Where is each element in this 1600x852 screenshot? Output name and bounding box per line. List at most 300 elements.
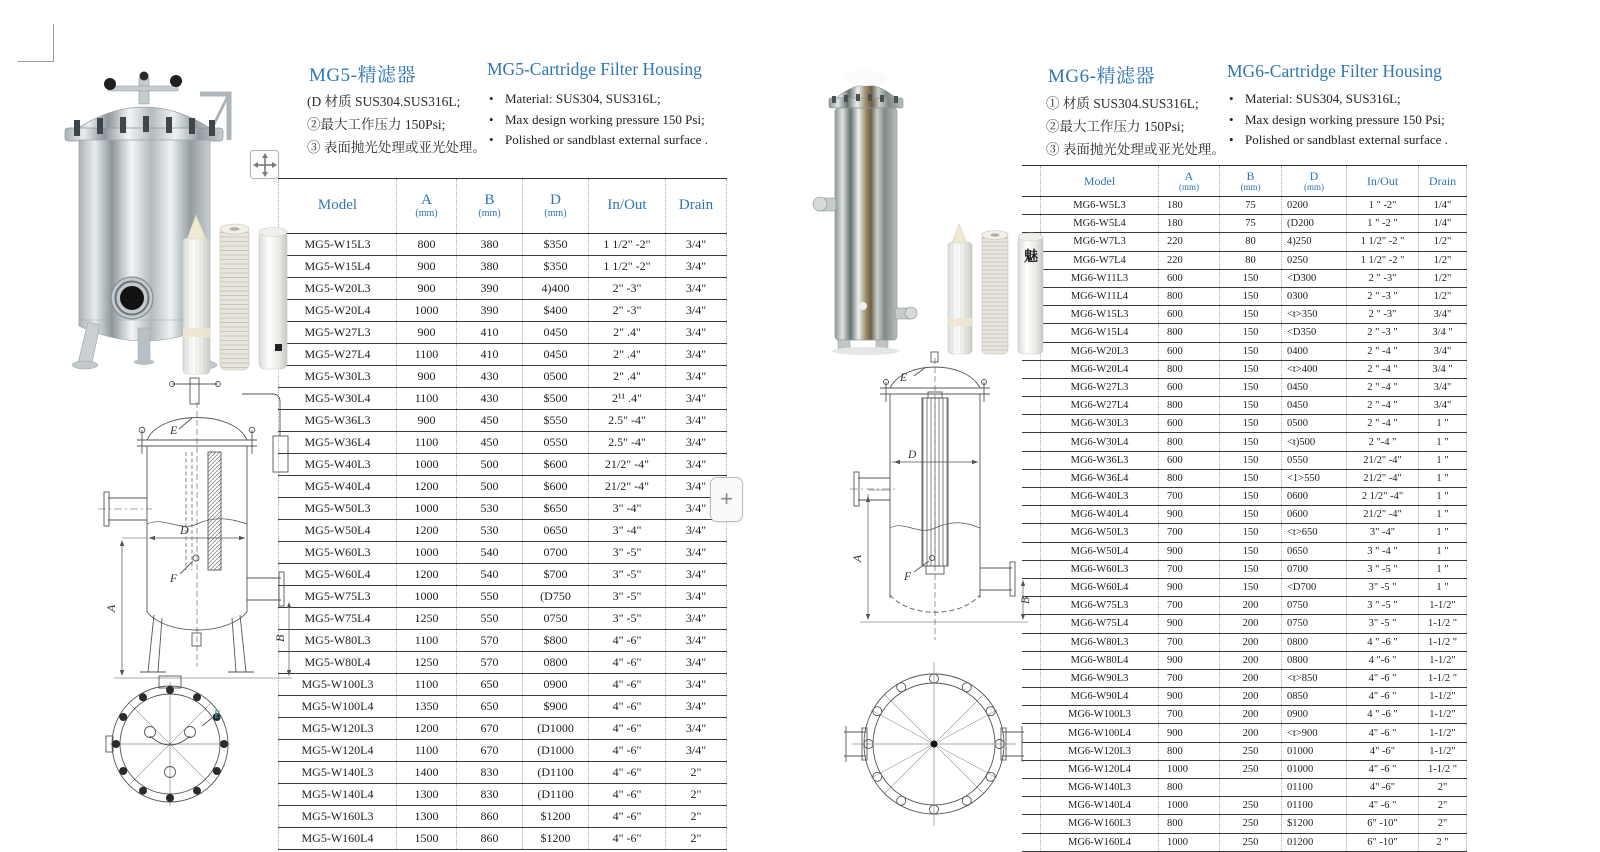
column-header: D (mm) — [1282, 166, 1347, 197]
cell: (D1000 — [523, 740, 589, 762]
cell: 4)250 — [1282, 233, 1347, 251]
cell: 01100 — [1282, 797, 1347, 815]
cell: 3/4" — [666, 278, 727, 300]
cell: 6" -10" — [1347, 815, 1419, 833]
cell: 150 — [1220, 451, 1282, 469]
note-line: ① 材质 SUS304.SUS316L; — [1046, 96, 1199, 111]
cell: MG5-W160L3 — [279, 806, 397, 828]
cell: 1/2" — [1419, 251, 1467, 269]
cell: $700 — [523, 564, 589, 586]
cell: 1-1/2 " — [1419, 633, 1467, 651]
bullet-line: • Polished or sandblast external surface . — [489, 130, 708, 151]
cell: <t>350 — [1282, 306, 1347, 324]
bullet-line: • Material: SUS304, SUS316L; — [489, 89, 708, 110]
cell: 540 — [457, 542, 523, 564]
table-row — [1022, 779, 1467, 797]
cell: 1300 — [397, 784, 457, 806]
bullet-icon: • — [1229, 91, 1234, 106]
cell: MG5-W27L3 — [279, 322, 397, 344]
cell: MG5-W80L3 — [279, 630, 397, 652]
cell: MG6-W15L3 — [1041, 306, 1159, 324]
cell: 1300 — [397, 806, 457, 828]
cell: MG5-W120L4 — [279, 740, 397, 762]
mg5-spec-table — [278, 178, 727, 850]
cell: 21/2" -4" — [1347, 451, 1419, 469]
cell: 700 — [1159, 524, 1220, 542]
cell: 1200 — [397, 520, 457, 542]
table-row — [279, 388, 727, 410]
cell: <t>900 — [1282, 724, 1347, 742]
table-row — [279, 498, 727, 520]
cell: 700 — [1159, 706, 1220, 724]
cell: 900 — [397, 366, 457, 388]
cell: 500 — [457, 454, 523, 476]
cell: 3/4" — [666, 432, 727, 454]
cell: 570 — [457, 630, 523, 652]
cell: 150 — [1220, 433, 1282, 451]
text-boundary-corner-mark — [18, 24, 54, 62]
cell: 250 — [1220, 833, 1282, 851]
cell: MG5-W60L4 — [279, 564, 397, 586]
table-row — [1022, 360, 1467, 378]
column-header: In/Out — [1347, 166, 1419, 197]
cell: 4" -6 " — [1347, 724, 1419, 742]
cell: MG5-W20L3 — [279, 278, 397, 300]
cell: 2 " -4 " — [1347, 397, 1419, 415]
cell: 150 — [1220, 415, 1282, 433]
cell: 150 — [1220, 506, 1282, 524]
cell: 01200 — [1282, 833, 1347, 851]
filter-cartridges-photo — [180, 208, 290, 388]
cell: 700 — [1159, 560, 1220, 578]
bullet-line: • Material: SUS304, SUS316L; — [1229, 89, 1448, 110]
cell: MG6-W80L3 — [1041, 633, 1159, 651]
cell: 0800 — [1282, 633, 1347, 651]
table-row — [279, 806, 727, 828]
cell: 900 — [397, 322, 457, 344]
table-row — [1022, 633, 1467, 651]
cell: 430 — [457, 366, 523, 388]
cell: 200 — [1220, 651, 1282, 669]
cell: 1000 — [397, 300, 457, 322]
cell: 650 — [457, 696, 523, 718]
cell: 700 — [1159, 669, 1220, 687]
cell: 900 — [397, 410, 457, 432]
cell: 450 — [457, 410, 523, 432]
mg6-technical-drawing-side — [842, 350, 1032, 655]
cell: $900 — [523, 696, 589, 718]
cell: 0500 — [523, 366, 589, 388]
cell: 150 — [1220, 324, 1282, 342]
table-row — [1022, 251, 1467, 269]
cell: 1 1/2" -2" — [589, 256, 666, 278]
cell: $400 — [523, 300, 589, 322]
mg6-notes — [1046, 92, 1225, 161]
cell: 0400 — [1282, 342, 1347, 360]
cell: 1000 — [397, 586, 457, 608]
cell: 3/4" — [666, 652, 727, 674]
cell: 900 — [397, 256, 457, 278]
mg6-title-cn: MG6-精滤器 — [1048, 66, 1155, 87]
cell: 4" -6" — [589, 630, 666, 652]
table-row — [1022, 651, 1467, 669]
cell: 4" -6 " — [1347, 688, 1419, 706]
cell: MG5-W30L3 — [279, 366, 397, 388]
anchor-square-marker — [275, 344, 282, 351]
cell: 530 — [457, 520, 523, 542]
cell: 0750 — [1282, 615, 1347, 633]
cell: MG5-W40L3 — [279, 454, 397, 476]
cell: 0250 — [1282, 251, 1347, 269]
cell: 2 " — [1419, 833, 1467, 851]
table-row — [279, 718, 727, 740]
cell: MG6-W11L4 — [1041, 287, 1159, 305]
dimension-label-d: D — [908, 449, 917, 461]
cell: 2 " -3" — [1347, 269, 1419, 287]
cell: 3/4" — [1419, 397, 1467, 415]
cell: MG5-W160L4 — [279, 828, 397, 850]
cell: 01000 — [1282, 742, 1347, 760]
note-line: ②最大工作压力 150Psi; — [1046, 119, 1185, 134]
cell: 3/4" — [666, 234, 727, 256]
cell: 700 — [1159, 633, 1220, 651]
dimension-label-d: D — [180, 523, 189, 537]
cell: 1 " -2 " — [1347, 215, 1419, 233]
cell: 2 " -4 " — [1347, 360, 1419, 378]
cell: 21/2" -4" — [589, 454, 666, 476]
cell: 2.5" -4" — [589, 432, 666, 454]
cell: 3" -4" — [589, 520, 666, 542]
cell: 540 — [457, 564, 523, 586]
cell: 900 — [1159, 651, 1220, 669]
cell: 0750 — [523, 608, 589, 630]
cell: 600 — [1159, 451, 1220, 469]
cell: 1100 — [397, 674, 457, 696]
cell: MG6-W160L4 — [1041, 833, 1159, 851]
column-header: A (mm) — [1159, 166, 1220, 197]
table-row — [1022, 597, 1467, 615]
cell: 2" — [666, 762, 727, 784]
cell: 1100 — [397, 740, 457, 762]
header-row — [279, 179, 727, 234]
cell: (D200 — [1282, 215, 1347, 233]
cell: MG6-W7L4 — [1041, 251, 1159, 269]
cell: 3 " -5 " — [1347, 597, 1419, 615]
mg5-technical-drawing-top — [106, 676, 238, 808]
cell: 1-1/2" — [1419, 688, 1467, 706]
cell: 800 — [1159, 324, 1220, 342]
cell: 900 — [1159, 615, 1220, 633]
bullet-icon: • — [1229, 132, 1234, 147]
cell: 0800 — [1282, 651, 1347, 669]
cell: 1200 — [397, 564, 457, 586]
cell: <t>650 — [1282, 524, 1347, 542]
table-row — [1022, 197, 1467, 215]
cell: 1250 — [397, 652, 457, 674]
insert-plus-button[interactable]: + — [710, 477, 743, 522]
cell: MG5-W40L4 — [279, 476, 397, 498]
cell: 800 — [397, 234, 457, 256]
cell: 4" -6 " — [1347, 669, 1419, 687]
column-header: Model — [279, 179, 397, 234]
cell: 3/4" — [666, 542, 727, 564]
table-row — [1022, 233, 1467, 251]
cell: 1200 — [397, 718, 457, 740]
cell: 200 — [1220, 615, 1282, 633]
cell: 1100 — [397, 344, 457, 366]
cell: 220 — [1159, 251, 1220, 269]
cell: 1-1/2" — [1419, 724, 1467, 742]
cell: 250 — [1220, 815, 1282, 833]
cell: 1500 — [397, 828, 457, 850]
cell: MG5-W100L4 — [279, 696, 397, 718]
cell: <D300 — [1282, 269, 1347, 287]
cell: 4" -6" — [589, 828, 666, 850]
cell: 2 " -4 " — [1347, 378, 1419, 396]
cell: 75 — [1220, 215, 1282, 233]
table-row — [1022, 451, 1467, 469]
cell: $1200 — [523, 806, 589, 828]
cell: (D750 — [523, 586, 589, 608]
cell: 1-1/2" — [1419, 706, 1467, 724]
cell: 2 " -3 " — [1347, 324, 1419, 342]
cell: 0900 — [523, 674, 589, 696]
cell: 2" .4" — [589, 322, 666, 344]
table-row — [1022, 815, 1467, 833]
cell: 1/2" — [1419, 287, 1467, 305]
cell: MG6-W30L4 — [1041, 433, 1159, 451]
cell: 01000 — [1282, 760, 1347, 778]
cell: 550 — [457, 586, 523, 608]
table-row — [1022, 306, 1467, 324]
cell: 0450 — [523, 322, 589, 344]
note-line: ③ 表面抛光处理或亚光处理。 — [1046, 142, 1225, 157]
cell: MG5-W15L3 — [279, 234, 397, 256]
cell: 21/2" -4" — [1347, 506, 1419, 524]
mg5-bullets — [489, 89, 708, 151]
cell: 4" -6" — [589, 806, 666, 828]
cell: 3/4" — [666, 630, 727, 652]
dimension-label-a: A — [852, 554, 864, 562]
cell: <D350 — [1282, 324, 1347, 342]
mg5-title-en: MG5-Cartridge Filter Housing — [487, 59, 702, 79]
column-header: B (mm) — [457, 179, 523, 234]
table-row — [279, 652, 727, 674]
table-row — [1022, 488, 1467, 506]
cell: <t>400 — [1282, 360, 1347, 378]
column-header: A (mm) — [397, 179, 457, 234]
cell: 1 1/2" -2" — [589, 234, 666, 256]
cell: (D1000 — [523, 718, 589, 740]
cell: 1000 — [397, 498, 457, 520]
cell: 600 — [1159, 342, 1220, 360]
cell: 150 — [1220, 269, 1282, 287]
cell: 3/4" — [666, 520, 727, 542]
dimension-label-e: E — [170, 423, 178, 437]
table-row — [1022, 742, 1467, 760]
cell: 75 — [1220, 197, 1282, 215]
cell: <1>550 — [1282, 469, 1347, 487]
cell: 3/4" — [1419, 342, 1467, 360]
cell: 4)400 — [523, 278, 589, 300]
cell: MG6-W50L3 — [1041, 524, 1159, 542]
cell: 1000 — [397, 454, 457, 476]
cell: 800 — [1159, 287, 1220, 305]
table-row — [279, 300, 727, 322]
table-row — [279, 322, 727, 344]
cell: 1/4" — [1419, 215, 1467, 233]
cell: 0850 — [1282, 688, 1347, 706]
cell: 21/2" -4" — [1347, 469, 1419, 487]
note-line: ②最大工作压力 150Psi; — [307, 117, 446, 132]
cell: 3/4" — [666, 740, 727, 762]
cell: 6" -10" — [1347, 833, 1419, 851]
cell: (D1100 — [523, 762, 589, 784]
cell: MG5-W36L4 — [279, 432, 397, 454]
cell: 3/4" — [666, 344, 727, 366]
filter-cartridges-photo — [946, 220, 1048, 362]
cell: 1000 — [1159, 797, 1220, 815]
cell: MG6-W50L4 — [1041, 542, 1159, 560]
cell: 1 " — [1419, 433, 1467, 451]
dimension-label-f: F — [904, 571, 912, 583]
dimension-label-a: A — [104, 604, 118, 612]
bullet-icon: • — [1229, 111, 1234, 127]
cell: 3/4" — [666, 322, 727, 344]
cell: 0600 — [1282, 506, 1347, 524]
cell: MG5-W75L3 — [279, 586, 397, 608]
table-row — [279, 586, 727, 608]
dimension-label-e: E — [900, 372, 908, 384]
cell: 3 " -5 " — [1347, 560, 1419, 578]
cell: MG5-W30L4 — [279, 388, 397, 410]
cell: MG5-W100L3 — [279, 674, 397, 696]
table-row — [279, 828, 727, 850]
cell: 1 1/2" -2 " — [1347, 251, 1419, 269]
cell: 900 — [397, 278, 457, 300]
cell: 150 — [1220, 360, 1282, 378]
column-header: B (mm) — [1220, 166, 1282, 197]
cell: MG6-W140L4 — [1041, 797, 1159, 815]
table-row — [1022, 542, 1467, 560]
mg6-technical-drawing-top — [842, 658, 1027, 830]
cell: MG5-W50L3 — [279, 498, 397, 520]
cell: 900 — [1159, 688, 1220, 706]
cell: 250 — [1220, 742, 1282, 760]
cell: 2" — [1419, 779, 1467, 797]
table-row — [279, 542, 727, 564]
cell: $1200 — [1282, 815, 1347, 833]
cell: 550 — [457, 608, 523, 630]
cell: 3/4" — [666, 388, 727, 410]
table-row — [279, 784, 727, 806]
cell: MG6-W90L4 — [1041, 688, 1159, 706]
cell: 800 — [1159, 815, 1220, 833]
table-row — [1022, 378, 1467, 396]
cell: 3" -5" — [589, 564, 666, 586]
cell: $650 — [523, 498, 589, 520]
mg6-product-photo — [816, 56, 916, 368]
cell: 0900 — [1282, 706, 1347, 724]
table-row — [1022, 760, 1467, 778]
cell: 1 " — [1419, 469, 1467, 487]
cell: $800 — [523, 630, 589, 652]
table-row — [1022, 669, 1467, 687]
cell: 0450 — [1282, 397, 1347, 415]
cell: 1/2" — [1419, 269, 1467, 287]
cell: 3/4" — [666, 696, 727, 718]
cell: MG5-W75L4 — [279, 608, 397, 630]
cell: 3/4" — [666, 608, 727, 630]
cell: 4" -6" — [589, 762, 666, 784]
cell: 4 "-6 " — [1347, 651, 1419, 669]
cell: 2" — [666, 828, 727, 850]
cell: 2" .4" — [589, 344, 666, 366]
column-header: In/Out — [589, 179, 666, 234]
table-row — [279, 256, 727, 278]
cell: 1000 — [1159, 760, 1220, 778]
cell: 1 " — [1419, 506, 1467, 524]
cell: 0550 — [1282, 451, 1347, 469]
cell: MG6-W27L4 — [1041, 397, 1159, 415]
table-row — [1022, 724, 1467, 742]
cell: 2 1/2" -4" — [1347, 488, 1419, 506]
cell: MG6-W30L3 — [1041, 415, 1159, 433]
table-row — [279, 454, 727, 476]
cell: 2" -3" — [589, 300, 666, 322]
cell: 150 — [1220, 397, 1282, 415]
cell: 410 — [457, 322, 523, 344]
cell: 1250 — [397, 608, 457, 630]
stub-cell — [1022, 833, 1041, 851]
cell: 150 — [1220, 469, 1282, 487]
cell: 1350 — [397, 696, 457, 718]
bullet-line: • Max design working pressure 150 Psi; — [1229, 110, 1448, 131]
cell: 800 — [1159, 360, 1220, 378]
cell: 3/4" — [666, 454, 727, 476]
cell: MG6-W7L3 — [1041, 233, 1159, 251]
note-line: (D 材质 SUS304.SUS316L; — [307, 94, 461, 109]
cell: 4 " -6 " — [1347, 633, 1419, 651]
table-row — [1022, 269, 1467, 287]
cell: MG5-W140L4 — [279, 784, 397, 806]
cell: MG6-W40L3 — [1041, 488, 1159, 506]
cell: MG6-W27L3 — [1041, 378, 1159, 396]
cell: 900 — [1159, 542, 1220, 560]
cell: MG5-W120L3 — [279, 718, 397, 740]
cell: 80 — [1220, 251, 1282, 269]
cell: MG5-W20L4 — [279, 300, 397, 322]
cell: MG6-W36L4 — [1041, 469, 1159, 487]
table-row — [279, 630, 727, 652]
cell: 2 " -4 " — [1347, 342, 1419, 360]
cell: 4" -6" — [589, 784, 666, 806]
cell: 390 — [457, 278, 523, 300]
cell: 1100 — [397, 388, 457, 410]
cell: 3/4" — [1419, 306, 1467, 324]
table-move-handle[interactable] — [250, 150, 279, 179]
cell: 430 — [457, 388, 523, 410]
stub-cell — [1022, 197, 1041, 215]
cell: 3/4 " — [1419, 324, 1467, 342]
cell: 600 — [1159, 378, 1220, 396]
cell: 0650 — [523, 520, 589, 542]
cell: 830 — [457, 784, 523, 806]
cell: 0300 — [1282, 287, 1347, 305]
cell: 0700 — [1282, 560, 1347, 578]
cell: MG6-W15L4 — [1041, 324, 1159, 342]
cell: MG6-W40L4 — [1041, 506, 1159, 524]
